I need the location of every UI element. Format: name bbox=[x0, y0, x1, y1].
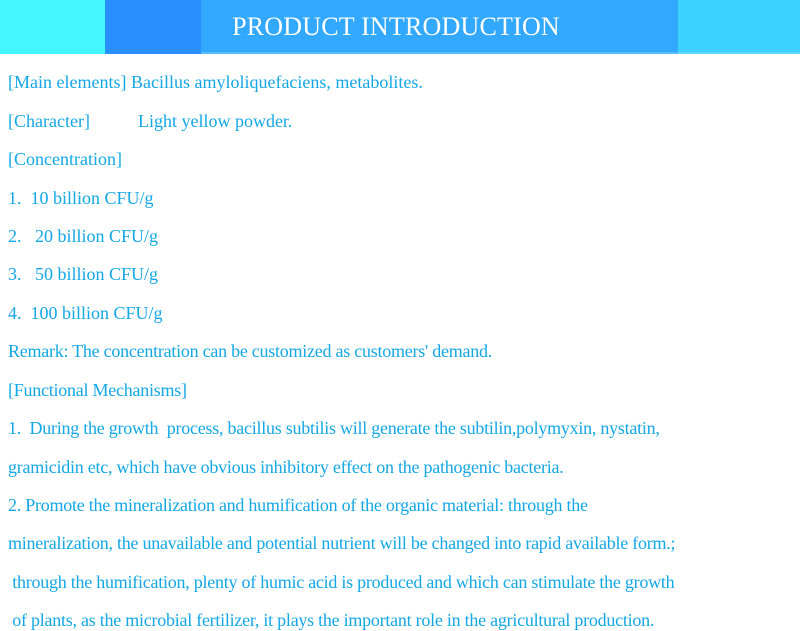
main-elements-row bbox=[8, 71, 423, 93]
concentration-item: 4. 100 billion CFU/g bbox=[8, 303, 163, 323]
mechanism-line: gramicidin etc, which have obvious inhibitory effect on the pathogenic bacteria. bbox=[8, 457, 564, 477]
concentration-item: 1. 10 billion CFU/g bbox=[8, 188, 154, 208]
mechanism-line: of plants, as the microbial fertilizer, it plays the important role in the agricultural production. bbox=[8, 610, 655, 630]
header-banner bbox=[0, 0, 800, 54]
main-elements-label: [Main elements] bbox=[8, 72, 127, 92]
mechanism-line: through the humification, plenty of humic acid is produced and which can stimulate the growth bbox=[8, 572, 675, 592]
main-elements-value: Bacillus amyloliquefaciens, metabolites. bbox=[130, 72, 423, 92]
mechanism-line: 1. During the growth process, bacillus subtilis will generate the subtilin,polymyxin, nystatin, bbox=[8, 418, 660, 438]
mechanism-line: 2. Promote the mineralization and humification of the organic material: through the bbox=[8, 495, 588, 515]
concentration-remark: Remark: The concentration can be customized as customers' demand. bbox=[8, 341, 492, 361]
banner-segment-cyan bbox=[0, 0, 105, 54]
banner-segment-light-cyan bbox=[678, 0, 800, 54]
concentration-heading: [Concentration] bbox=[8, 149, 122, 169]
character-label: [Character] bbox=[8, 111, 90, 131]
mechanism-line: mineralization, the unavailable and potential nutrient will be changed into rapid available form.; bbox=[8, 533, 676, 553]
banner-segment-dark-blue bbox=[105, 0, 201, 54]
concentration-item: 2. 20 billion CFU/g bbox=[8, 226, 159, 246]
character-row bbox=[8, 110, 292, 132]
character-value: Light yellow powder. bbox=[137, 111, 293, 131]
page-title: PRODUCT INTRODUCTION bbox=[232, 12, 560, 41]
concentration-item: 3. 50 billion CFU/g bbox=[8, 264, 159, 284]
functional-mechanisms-heading: [Functional Mechanisms] bbox=[8, 380, 187, 400]
